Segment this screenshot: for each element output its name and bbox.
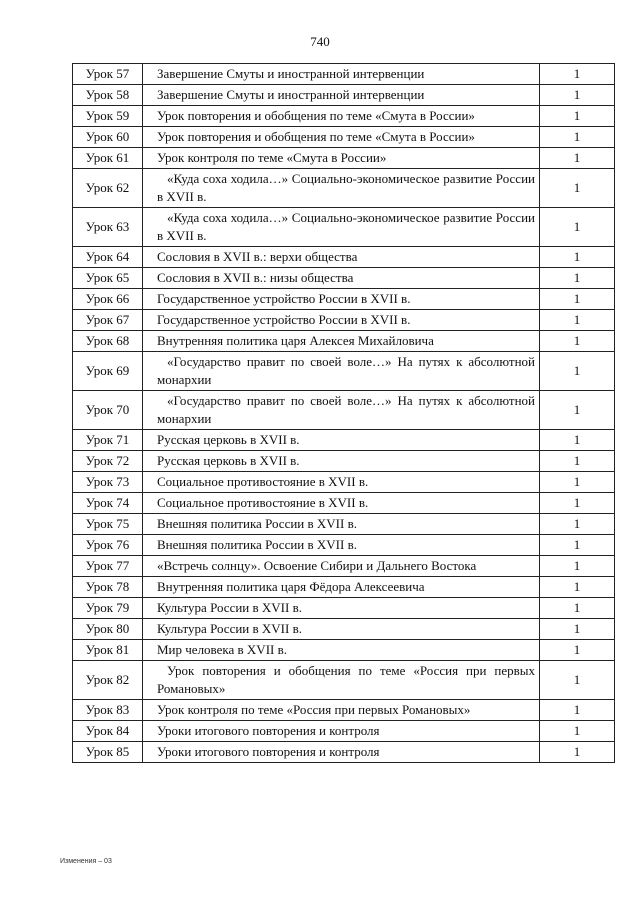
table-row — [73, 514, 615, 535]
table-row — [73, 331, 615, 352]
table-row — [73, 598, 615, 619]
lesson-number: Урок 69 — [73, 352, 143, 391]
table-row — [73, 127, 615, 148]
lesson-number: Урок 80 — [73, 619, 143, 640]
lesson-topic: Сословия в XVII в.: верхи общества — [143, 247, 540, 268]
lesson-topic: Урок повторения и обобщения по теме «Смута в России» — [143, 127, 540, 148]
lesson-number: Урок 65 — [73, 268, 143, 289]
lesson-number: Урок 76 — [73, 535, 143, 556]
lesson-topic: Внутренняя политика царя Фёдора Алексеевича — [143, 577, 540, 598]
lesson-topic: «Государство правит по своей воле…» На путях к абсолютной монархии — [143, 352, 540, 391]
table-row — [73, 247, 615, 268]
lesson-topic: Завершение Смуты и иностранной интервенции — [143, 64, 540, 85]
lesson-hours: 1 — [540, 556, 615, 577]
lesson-hours: 1 — [540, 64, 615, 85]
lesson-topic: Внешняя политика России в XVII в. — [143, 535, 540, 556]
lesson-topic: «Куда соха ходила…» Социально-экономическое развитие России в XVII в. — [143, 169, 540, 208]
lesson-hours: 1 — [540, 268, 615, 289]
lesson-hours: 1 — [540, 85, 615, 106]
table-row — [73, 85, 615, 106]
lesson-topic: Сословия в XVII в.: низы общества — [143, 268, 540, 289]
table-row — [73, 556, 615, 577]
lesson-topic: Культура России в XVII в. — [143, 619, 540, 640]
lesson-hours: 1 — [540, 289, 615, 310]
lesson-hours: 1 — [540, 451, 615, 472]
lesson-hours: 1 — [540, 310, 615, 331]
lesson-number: Урок 75 — [73, 514, 143, 535]
table-row — [73, 577, 615, 598]
table-row — [73, 661, 615, 700]
lesson-topic: Урок повторения и обобщения по теме «Смута в России» — [143, 106, 540, 127]
lesson-hours: 1 — [540, 619, 615, 640]
lesson-topic: Уроки итогового повторения и контроля — [143, 742, 540, 763]
lesson-topic: Социальное противостояние в XVII в. — [143, 493, 540, 514]
lesson-number: Урок 59 — [73, 106, 143, 127]
lesson-number: Урок 63 — [73, 208, 143, 247]
table-row — [73, 169, 615, 208]
lesson-hours: 1 — [540, 169, 615, 208]
lesson-topic: Урок повторения и обобщения по теме «Россия при первых Романовых» — [143, 661, 540, 700]
table-row — [73, 493, 615, 514]
lesson-number: Урок 79 — [73, 598, 143, 619]
lesson-hours: 1 — [540, 148, 615, 169]
lesson-hours: 1 — [540, 514, 615, 535]
table-row — [73, 352, 615, 391]
table-row — [73, 700, 615, 721]
table-row — [73, 721, 615, 742]
table-row — [73, 391, 615, 430]
lesson-hours: 1 — [540, 430, 615, 451]
table-row — [73, 268, 615, 289]
lesson-hours: 1 — [540, 472, 615, 493]
lesson-number: Урок 60 — [73, 127, 143, 148]
lesson-topic: Социальное противостояние в XVII в. — [143, 472, 540, 493]
lesson-topic: Урок контроля по теме «Россия при первых Романовых» — [143, 700, 540, 721]
lesson-hours: 1 — [540, 127, 615, 148]
lesson-number: Урок 57 — [73, 64, 143, 85]
lesson-hours: 1 — [540, 700, 615, 721]
lesson-number: Урок 70 — [73, 391, 143, 430]
lesson-number: Урок 77 — [73, 556, 143, 577]
page-number: 740 — [310, 34, 330, 49]
lesson-number: Урок 74 — [73, 493, 143, 514]
lesson-topic: Внешняя политика России в XVII в. — [143, 514, 540, 535]
lesson-number: Урок 83 — [73, 700, 143, 721]
lesson-number: Урок 61 — [73, 148, 143, 169]
lesson-hours: 1 — [540, 493, 615, 514]
lesson-hours: 1 — [540, 208, 615, 247]
table-row — [73, 310, 615, 331]
table-row — [73, 64, 615, 85]
lesson-topic: Внутренняя политика царя Алексея Михайловича — [143, 331, 540, 352]
table-row — [73, 148, 615, 169]
lesson-number: Урок 78 — [73, 577, 143, 598]
table-row — [73, 472, 615, 493]
lesson-hours: 1 — [540, 742, 615, 763]
table-row — [73, 640, 615, 661]
table-row — [73, 451, 615, 472]
lesson-hours: 1 — [540, 106, 615, 127]
lesson-number: Урок 73 — [73, 472, 143, 493]
lesson-number: Урок 66 — [73, 289, 143, 310]
lesson-number: Урок 68 — [73, 331, 143, 352]
schedule-body — [73, 64, 615, 763]
table-row — [73, 742, 615, 763]
table-row — [73, 106, 615, 127]
table-row — [73, 289, 615, 310]
lesson-topic: Мир человека в XVII в. — [143, 640, 540, 661]
lesson-hours: 1 — [540, 721, 615, 742]
lesson-number: Урок 82 — [73, 661, 143, 700]
lesson-hours: 1 — [540, 640, 615, 661]
table-row — [73, 208, 615, 247]
lesson-topic: Культура России в XVII в. — [143, 598, 540, 619]
lesson-hours: 1 — [540, 391, 615, 430]
lesson-topic: Уроки итогового повторения и контроля — [143, 721, 540, 742]
lesson-topic: Завершение Смуты и иностранной интервенции — [143, 85, 540, 106]
lesson-topic: Урок контроля по теме «Смута в России» — [143, 148, 540, 169]
revision-footer: Изменения – 03 — [60, 858, 112, 865]
lesson-number: Урок 67 — [73, 310, 143, 331]
lesson-topic: «Куда соха ходила…» Социально-экономическое развитие России в XVII в. — [143, 208, 540, 247]
table-row — [73, 619, 615, 640]
lesson-hours: 1 — [540, 247, 615, 268]
lesson-hours: 1 — [540, 598, 615, 619]
lesson-hours: 1 — [540, 577, 615, 598]
lesson-number: Урок 71 — [73, 430, 143, 451]
lesson-number: Урок 64 — [73, 247, 143, 268]
table-row — [73, 535, 615, 556]
lesson-topic: Русская церковь в XVII в. — [143, 451, 540, 472]
lesson-topic: Государственное устройство России в XVII в. — [143, 289, 540, 310]
lesson-number: Урок 85 — [73, 742, 143, 763]
lesson-hours: 1 — [540, 661, 615, 700]
lesson-topic: Государственное устройство России в XVII в. — [143, 310, 540, 331]
lesson-topic: «Государство правит по своей воле…» На путях к абсолютной монархии — [143, 391, 540, 430]
lesson-number: Урок 72 — [73, 451, 143, 472]
lesson-number: Урок 81 — [73, 640, 143, 661]
table-row — [73, 430, 615, 451]
lesson-schedule-table — [72, 63, 615, 763]
lesson-hours: 1 — [540, 352, 615, 391]
lesson-hours: 1 — [540, 331, 615, 352]
lesson-number: Урок 58 — [73, 85, 143, 106]
lesson-topic: «Встречь солнцу». Освоение Сибири и Дальнего Востока — [143, 556, 540, 577]
lesson-topic: Русская церковь в XVII в. — [143, 430, 540, 451]
lesson-number: Урок 84 — [73, 721, 143, 742]
lesson-hours: 1 — [540, 535, 615, 556]
lesson-number: Урок 62 — [73, 169, 143, 208]
